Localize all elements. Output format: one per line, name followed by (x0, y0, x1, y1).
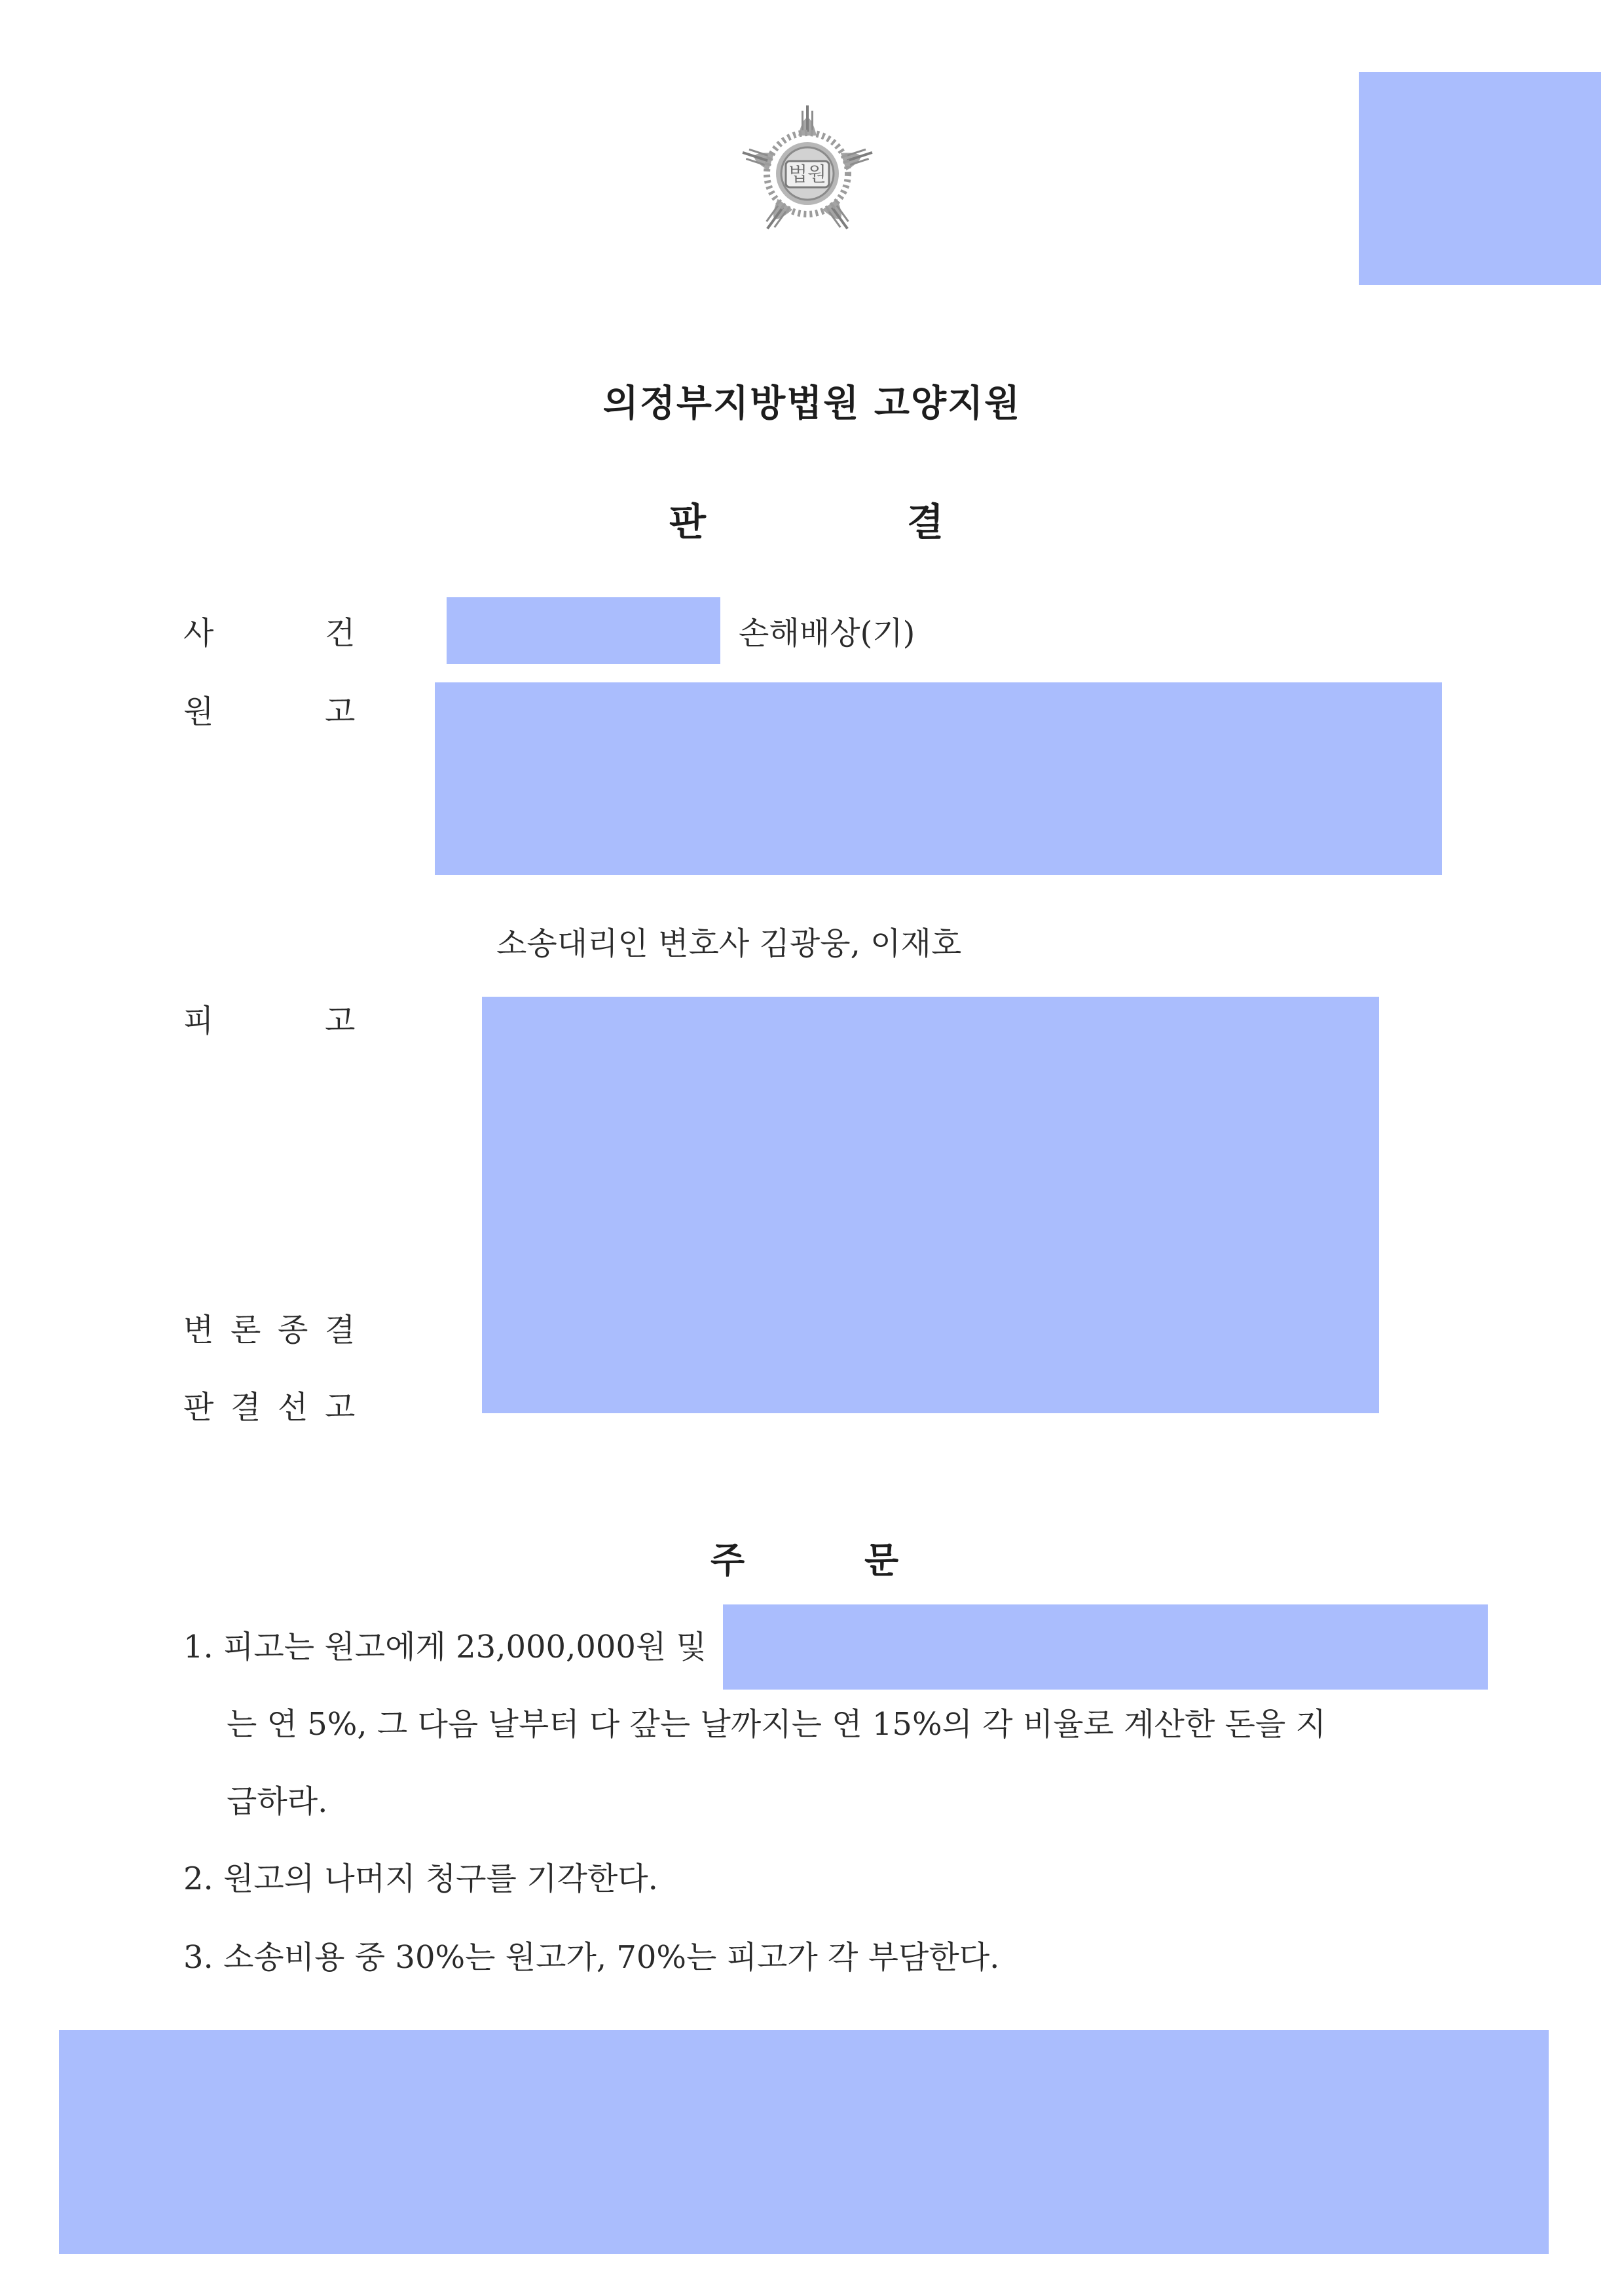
court-name: 의정부지방법원 고양지원 (602, 382, 1022, 425)
case-name: 손해배상(기) (739, 615, 915, 652)
redaction-case-number (447, 597, 720, 664)
redaction-defendant-and-dates (482, 997, 1379, 1413)
order-item-2: 2. 원고의 나머지 청구를 기각한다. (183, 1861, 658, 1897)
redaction-bottom (59, 2030, 1549, 2254)
plaintiff-label-char: 고 (325, 694, 356, 730)
redaction-top-right (1359, 72, 1601, 285)
ruling-label-char: 결 (231, 1389, 261, 1426)
order-title-part-1: 주 (710, 1540, 745, 1581)
case-label-char: 사 (183, 615, 214, 652)
ruling-label-char: 선 (278, 1389, 308, 1426)
plaintiff-label-char: 원 (183, 694, 214, 730)
closing-label-char: 변 (183, 1312, 214, 1348)
closing-label-char: 론 (231, 1312, 261, 1348)
order-title-part-2: 문 (864, 1540, 899, 1581)
order-item-1-line-2: 는 연 5%, 그 다음 날부터 다 갚는 날까지는 연 15%의 각 비율로 계산한 돈을 지 (227, 1706, 1326, 1743)
ruling-label-char: 고 (325, 1389, 356, 1426)
plaintiff-attorney: 소송대리인 변호사 김광웅, 이재호 (496, 925, 962, 962)
case-label-char: 건 (325, 615, 356, 652)
emblem-label: 법원 (788, 163, 826, 186)
order-item-1-line-3: 급하라. (227, 1783, 328, 1820)
defendant-label-char: 피 (183, 1003, 214, 1039)
document-title-part-2: 결 (907, 500, 944, 544)
document-title-part-1: 판 (669, 500, 707, 544)
closing-label-char: 결 (325, 1312, 356, 1348)
closing-label-char: 종 (278, 1312, 308, 1348)
ruling-label-char: 판 (183, 1389, 214, 1426)
order-item-1-line-1: 1. 피고는 원고에게 23,000,000원 및 (183, 1629, 707, 1665)
redaction-plaintiff (435, 682, 1442, 875)
court-emblem-icon (732, 98, 883, 249)
order-item-3: 3. 소송비용 중 30%는 원고가, 70%는 피고가 각 부담한다. (183, 1939, 1000, 1976)
defendant-label-char: 고 (325, 1003, 356, 1039)
redaction-order-item-1 (723, 1604, 1488, 1690)
